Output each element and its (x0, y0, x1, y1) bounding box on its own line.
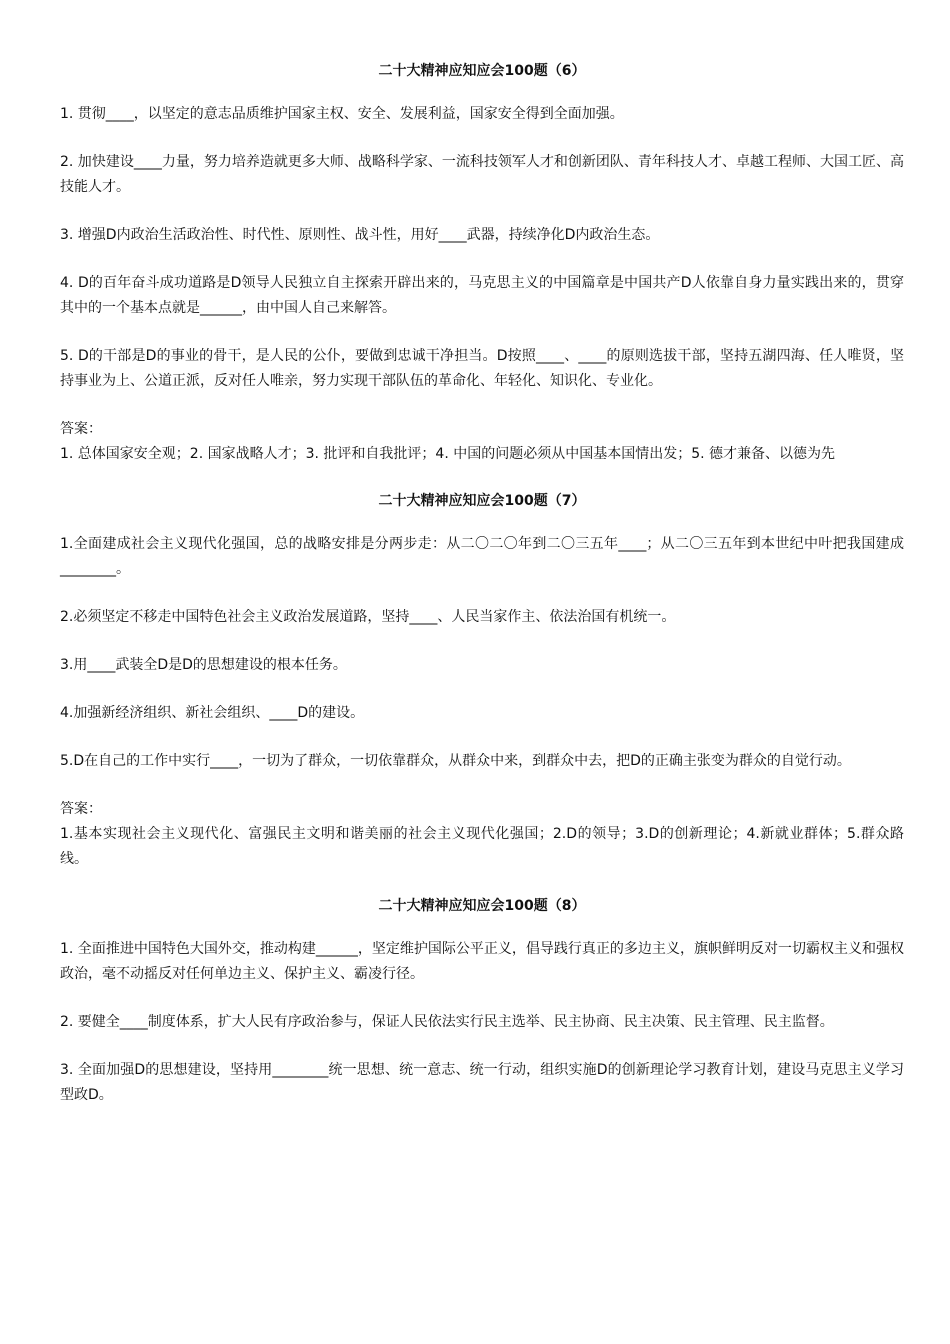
answers-text: 1. 总体国家安全观；2. 国家战略人才；3. 批评和自我批评；4. 中国的问题必须从中国基本国情出发；5. 德才兼备、以德为先 (60, 446, 836, 462)
section-title: 二十大精神应知应会100题（6） (378, 63, 586, 79)
question-item: 5. D的干部是D的事业的骨干，是人民的公仆，要做到忠诚干净担当。D按照____、____的原则选拔干部，坚持五湖四海、任人唯贤，坚持事业为上、公道正派，反对任人唯亲，努力实现干部队伍的革命化、年轻化、知识化、专业化。 (60, 348, 904, 389)
section-title: 二十大精神应知应会100题（7） (378, 493, 586, 509)
question-item: 1. 全面推进中国特色大国外交，推动构建______，坚定维护国际公平正义，倡导践行真正的多边主义，旗帜鲜明反对一切霸权主义和强权政治，毫不动摇反对任何单边主义、保护主义、霸凌行径。 (60, 941, 904, 982)
question-item: 2. 要健全____制度体系，扩大人民有序政治参与，保证人民依法实行民主选举、民主协商、民主决策、民主管理、民主监督。 (60, 1014, 834, 1030)
question-item: 3. 增强D内政治生活政治性、时代性、原则性、战斗性，用好____武器，持续净化D内政治生态。 (60, 227, 660, 243)
question-item: 4.加强新经济组织、新社会组织、____D的建设。 (60, 705, 365, 721)
answers-label: 答案： (60, 801, 102, 817)
quiz-section-8 (60, 895, 904, 1108)
question-item: 2. 加快建设____力量，努力培养造就更多大师、战略科学家、一流科技领军人才和创新团队、青年科技人才、卓越工程师、大国工匠、高技能人才。 (60, 154, 904, 195)
answers-text: 1.基本实现社会主义现代化、富强民主文明和谐美丽的社会主义现代化强国；2.D的领导；3.D的创新理论；4.新就业群体；5.群众路线。 (60, 826, 904, 867)
question-item: 3.用____武装全D是D的思想建设的根本任务。 (60, 657, 347, 673)
question-item: 1. 贯彻____，以坚定的意志品质维护国家主权、安全、发展利益，国家安全得到全面加强。 (60, 106, 624, 122)
question-item: 4. D的百年奋斗成功道路是D领导人民独立自主探索开辟出来的，马克思主义的中国篇章是中国共产D人依靠自身力量实践出来的，贯穿其中的一个基本点就是______，由中国人自己来解答。 (60, 275, 904, 316)
section-title: 二十大精神应知应会100题（8） (378, 898, 586, 914)
answers-label: 答案： (60, 421, 102, 437)
quiz-section-7 (60, 490, 904, 872)
quiz-section-6 (60, 60, 904, 467)
question-item: 5.D在自己的工作中实行____，一切为了群众，一切依靠群众，从群众中来，到群众中去，把D的正确主张变为群众的自觉行动。 (60, 753, 851, 769)
question-item: 3. 全面加强D的思想建设，坚持用________统一思想、统一意志、统一行动，组织实施D的创新理论学习教育计划，建设马克思主义学习型政D。 (60, 1062, 904, 1103)
question-item: 2.必须坚定不移走中国特色社会主义政治发展道路，坚持____、人民当家作主、依法治国有机统一。 (60, 609, 676, 625)
question-item: 1.全面建成社会主义现代化强国，总的战略安排是分两步走：从二〇二〇年到二〇三五年____；从二〇三五年到本世纪中叶把我国建成________。 (60, 536, 904, 577)
